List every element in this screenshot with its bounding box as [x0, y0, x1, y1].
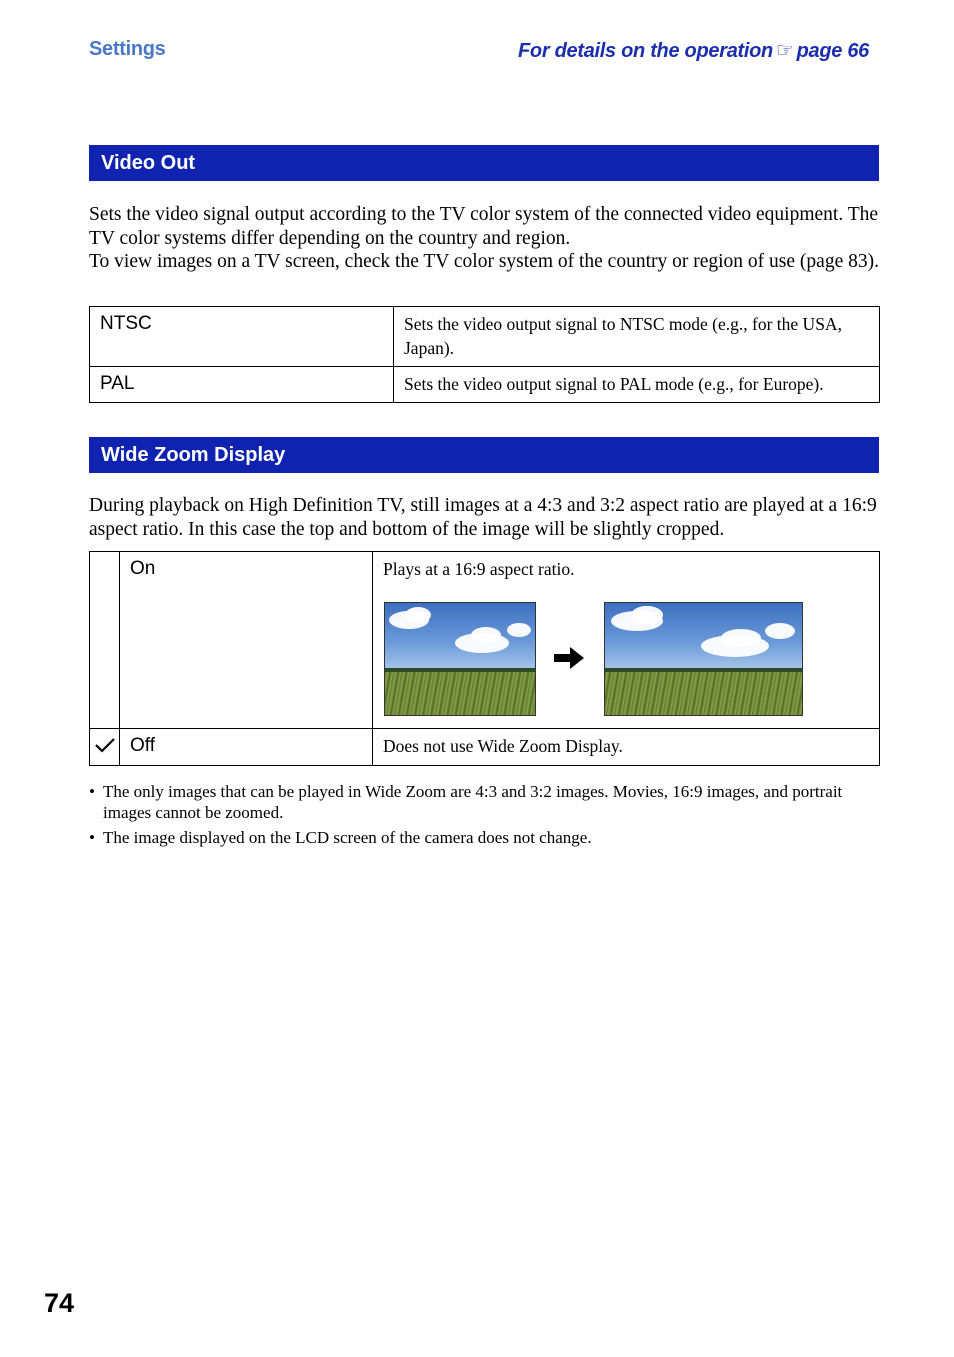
video-out-options-table [89, 306, 880, 403]
option-name-on: On [120, 552, 373, 729]
default-mark-cell [90, 552, 120, 729]
wide-zoom-description: During playback on High Definition TV, still images at a 4:3 and 3:2 aspect ratio are played at a 16:9 aspect ratio. In this case the top and bottom of the image will be slightly cropped. [89, 495, 877, 540]
option-description-off: Does not use Wide Zoom Display. [373, 729, 880, 766]
section-title-video-out: Video Out [89, 145, 879, 181]
notes-list [89, 781, 881, 852]
header-section-title: Settings [89, 38, 166, 60]
default-mark-cell [90, 729, 120, 766]
option-name-pal: PAL [90, 367, 394, 403]
header-reference-page[interactable]: page 66 [796, 40, 869, 62]
option-name-off: Off [120, 729, 373, 766]
header-reference[interactable] [518, 38, 869, 63]
video-out-description-1: Sets the video signal output according to the TV color system of the connected video equipment. The TV color systems differ depending on the country and region. [89, 204, 879, 249]
header-reference-text: For details on the operation [518, 40, 773, 62]
option-name-ntsc: NTSC [90, 307, 394, 367]
list-item: • The image displayed on the LCD screen of the camera does not change. [89, 827, 881, 848]
list-item: • The only images that can be played in Wide Zoom are 4:3 and 3:2 images. Movies, 16:9 images, and portrait images cannot be zoomed. [89, 781, 881, 823]
landscape-photo-standard [384, 602, 536, 716]
checkmark-icon [94, 736, 116, 754]
option-description-on-text: Plays at a 16:9 aspect ratio. [383, 559, 575, 579]
landscape-photo-wide-zoom [604, 602, 803, 716]
video-out-description [89, 203, 881, 274]
pointing-hand-icon: ☞ [775, 40, 794, 62]
arrow-right-icon [554, 647, 584, 674]
table-row [90, 367, 880, 403]
page-number: 74 [44, 1288, 75, 1318]
table-row [90, 307, 880, 367]
section-title-wide-zoom: Wide Zoom Display [89, 437, 879, 473]
option-description-pal: Sets the video output signal to PAL mode (e.g., for Europe). [394, 367, 880, 403]
video-out-description-2: To view images on a TV screen, check the TV color system of the country or region of use (page 83). [89, 251, 879, 272]
option-description-ntsc: Sets the video output signal to NTSC mode (e.g., for the USA, Japan). [394, 307, 880, 367]
table-row [90, 729, 880, 766]
